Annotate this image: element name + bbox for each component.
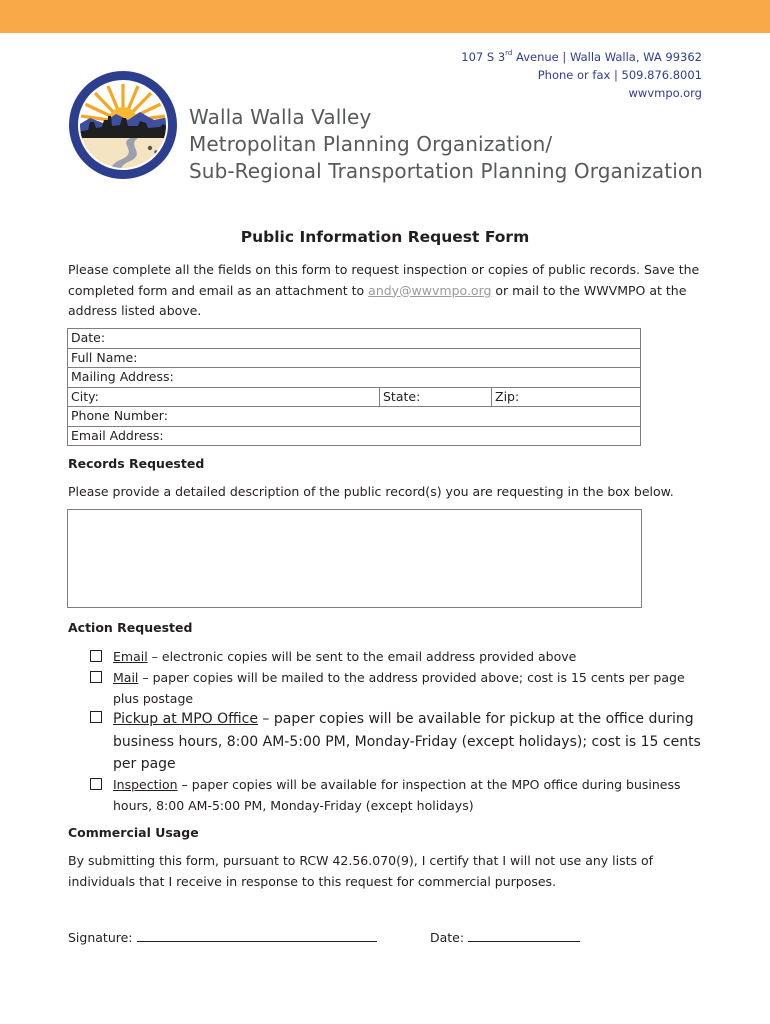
- city-field[interactable]: City:: [68, 387, 380, 407]
- commercial-usage-text: By submitting this form, pursuant to RCW 42.56.070(9), I certify that I will not use any lists of individuals that I receive in response to this request for commercial purposes.: [68, 853, 654, 889]
- website-link[interactable]: wwvmpo.org: [628, 86, 702, 100]
- signature-row: [68, 929, 377, 945]
- signature-date-label: Date:: [430, 930, 465, 945]
- records-instructions: Please provide a detailed description of the public record(s) you are requesting in the box below.: [68, 484, 674, 499]
- option-pickup: Pickup at MPO Office – paper copies will be available for pickup at the office during business hours, 8:00 AM-5:00 PM, Monday-Friday (except holidays); cost is 15 cents per page: [90, 708, 705, 776]
- email-checkbox[interactable]: [90, 650, 102, 662]
- org-line-3: Sub-Regional Transportation Planning Organization: [189, 159, 703, 183]
- email-address-field[interactable]: Email Address:: [68, 426, 641, 446]
- wwvmpo-logo: [68, 70, 178, 180]
- org-line-1: Walla Walla Valley: [189, 105, 372, 129]
- mailing-address-field[interactable]: Mailing Address:: [68, 368, 641, 388]
- signature-date-row: [430, 929, 580, 945]
- full-name-field[interactable]: Full Name:: [68, 348, 641, 368]
- signature-date-line[interactable]: [468, 929, 580, 942]
- records-requested-heading: Records Requested: [68, 456, 205, 471]
- intro-paragraph: Please complete all the fields on this form to request inspection or copies of public records. Save the completed form and email as an attachment to andy@wwvmpo.org or mail to the WWVMPO at the address listed above.: [68, 262, 700, 318]
- option-email: Email – electronic copies will be sent to the email address provided above: [90, 646, 705, 667]
- requester-info-table: [67, 328, 641, 446]
- option-inspection: Inspection – paper copies will be available for inspection at the MPO office during business hours, 8:00 AM-5:00 PM, Monday-Friday (except holidays): [90, 774, 705, 816]
- email-link[interactable]: andy@wwvmpo.org: [368, 282, 492, 298]
- pickup-checkbox[interactable]: [90, 711, 102, 723]
- mail-checkbox[interactable]: [90, 671, 102, 683]
- zip-field[interactable]: Zip:: [492, 387, 641, 407]
- org-line-2: Metropolitan Planning Organization/: [189, 132, 553, 156]
- contact-block: [461, 48, 702, 102]
- state-field[interactable]: State:: [380, 387, 492, 407]
- signature-line[interactable]: [137, 929, 377, 942]
- signature-label: Signature:: [68, 930, 133, 945]
- records-description-box[interactable]: [67, 509, 642, 608]
- action-requested-heading: Action Requested: [68, 620, 193, 635]
- inspection-checkbox[interactable]: [90, 778, 102, 790]
- address-line: 107 S 3rd Avenue | Walla Walla, WA 99362: [461, 49, 702, 64]
- date-field[interactable]: Date:: [68, 329, 641, 349]
- option-mail: Mail – paper copies will be mailed to the address provided above; cost is 15 cents per page plus postage: [90, 667, 713, 709]
- form-title: Public Information Request Form: [240, 228, 530, 246]
- phone-line: Phone or fax | 509.876.8001: [537, 68, 702, 82]
- top-accent-bar: [0, 0, 770, 33]
- phone-number-field[interactable]: Phone Number:: [68, 407, 641, 427]
- commercial-usage-heading: Commercial Usage: [68, 825, 199, 840]
- organization-name: [189, 104, 703, 185]
